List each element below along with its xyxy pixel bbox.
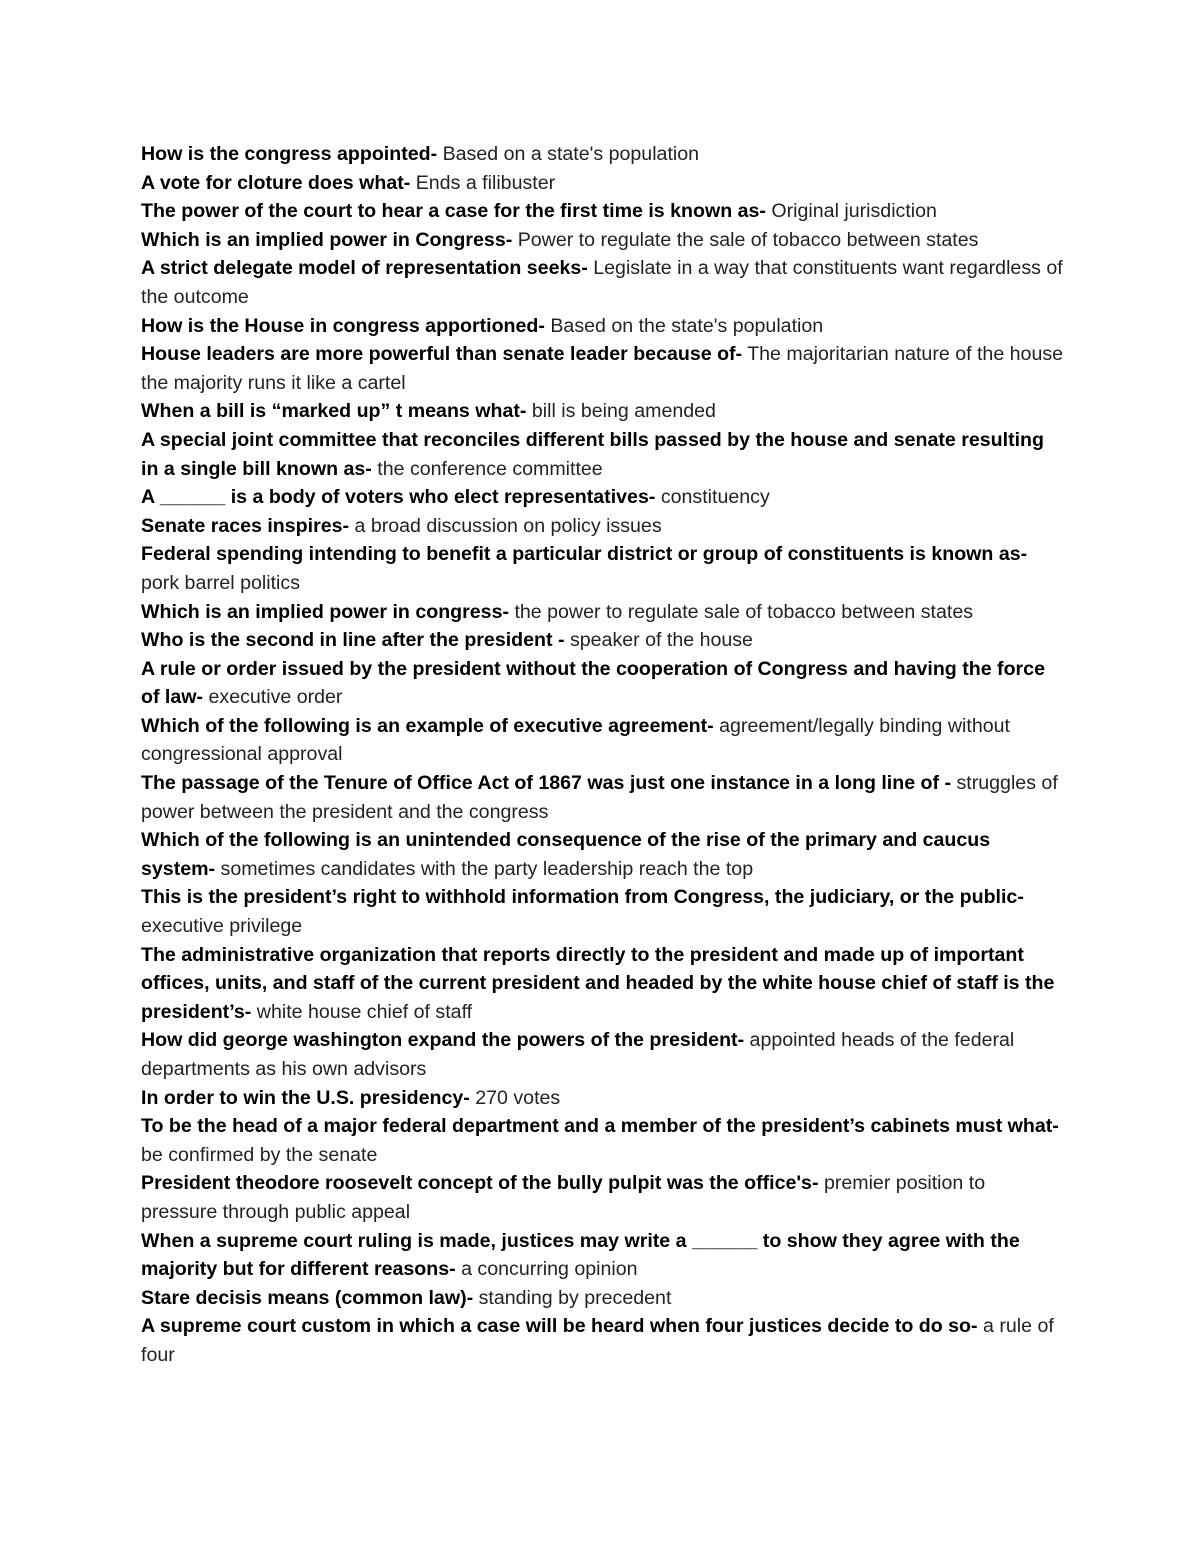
qa-item-15: [141, 655, 1066, 712]
question-text: To be the head of a major federal department and a member of the president’s cabinets must what-: [141, 1115, 1059, 1138]
answer-text: sometimes candidates with the party leadership reach the top: [220, 857, 754, 880]
qa-item-1: [141, 140, 1066, 169]
question-text: Who is the second in line after the president -: [141, 629, 565, 652]
qa-item-20: [141, 941, 1066, 1027]
question-text: In order to win the U.S. presidency-: [141, 1086, 470, 1109]
question-text: A ______ is a body of voters who elect representatives-: [141, 486, 656, 509]
question-text: Senate races inspires-: [141, 514, 350, 537]
qa-item-3: [141, 197, 1066, 226]
question-text: How is the House in congress apportioned-: [141, 314, 545, 337]
question-text: A special joint committee that reconciles different bills passed by the house and senate resulting in a single bill known as-: [141, 428, 1044, 480]
qa-item-26: [141, 1284, 1066, 1313]
qa-item-13: [141, 598, 1066, 627]
question-text: A strict delegate model of representation seeks-: [141, 257, 588, 280]
answer-text: Ends a filibuster: [415, 171, 556, 194]
question-text: House leaders are more powerful than senate leader because of-: [141, 343, 743, 366]
answer-text: struggles of power between the president and the congress: [141, 772, 1058, 823]
answer-text: agreement/legally binding without congressional approval: [141, 714, 1010, 766]
answer-text: appointed heads of the federal departments as his own advisors: [141, 1029, 1015, 1080]
qa-item-2: [141, 169, 1066, 198]
qa-item-21: [141, 1026, 1066, 1083]
answer-text: the conference committee: [377, 457, 603, 480]
answer-text: 270 votes: [475, 1086, 561, 1109]
question-text: Stare decisis means (common law)-: [141, 1286, 474, 1309]
answer-text: speaker of the house: [569, 629, 753, 652]
qa-item-14: [141, 626, 1066, 655]
question-text: The passage of the Tenure of Office Act of 1867 was just one instance in a long line of -: [141, 772, 952, 795]
qa-item-6: [141, 312, 1066, 341]
qa-item-9: [141, 426, 1066, 483]
qa-item-12: [141, 540, 1066, 597]
qa-item-24: [141, 1169, 1066, 1226]
answer-text: Power to regulate the sale of tobacco between states: [517, 228, 979, 251]
answer-text: a broad discussion on policy issues: [354, 514, 662, 537]
qa-item-17: [141, 769, 1066, 826]
answer-text: a rule of four: [141, 1315, 1054, 1366]
qa-item-18: [141, 826, 1066, 883]
answer-text: white house chief of staff: [256, 1000, 473, 1023]
qa-item-7: [141, 340, 1066, 397]
question-text: Which is an implied power in congress-: [141, 600, 509, 623]
answer-text: executive order: [208, 686, 343, 709]
qa-item-16: [141, 712, 1066, 769]
qa-item-11: [141, 512, 1066, 541]
qa-item-4: [141, 226, 1066, 255]
answer-text: executive privilege: [141, 915, 303, 938]
question-text: A supreme court custom in which a case will be heard when four justices decide to do so-: [141, 1315, 978, 1338]
qa-item-25: [141, 1227, 1066, 1284]
answer-text: Original jurisdiction: [771, 200, 937, 223]
qa-item-19: [141, 883, 1066, 940]
question-text: Which of the following is an unintended consequence of the rise of the primary and caucus system-: [141, 829, 991, 880]
qa-item-22: [141, 1084, 1066, 1113]
answer-text: premier position to pressure through public appeal: [141, 1172, 986, 1223]
qa-item-5: [141, 254, 1066, 311]
qa-item-27: [141, 1312, 1066, 1369]
qa-item-23: [141, 1112, 1066, 1169]
answer-text: Legislate in a way that constituents want regardless of the outcome: [141, 257, 1063, 308]
question-text: How is the congress appointed-: [141, 143, 438, 165]
question-text: Which of the following is an example of executive agreement-: [141, 714, 714, 737]
question-text: Federal spending intending to benefit a particular district or group of constituents is known as-: [141, 543, 1028, 566]
answer-text: a concurring opinion: [461, 1258, 638, 1281]
question-text: A rule or order issued by the president without the cooperation of Congress and having the force of law-: [141, 657, 1045, 709]
answer-text: Based on the state's population: [550, 314, 824, 337]
question-text: How did george washington expand the powers of the president-: [141, 1029, 745, 1052]
qa-item-8: [141, 397, 1066, 426]
document-page: [141, 140, 1066, 1370]
answer-text: the power to regulate sale of tobacco between states: [514, 600, 974, 623]
qa-item-10: [141, 483, 1066, 512]
answer-text: standing by precedent: [478, 1286, 672, 1309]
question-text: This is the president’s right to withhold information from Congress, the judiciary, or the public-: [141, 886, 1024, 909]
answer-text: constituency: [660, 486, 770, 509]
question-text: When a bill is “marked up” t means what-: [141, 400, 527, 423]
question-text: When a supreme court ruling is made, justices may write a ______ to show they agree with the majority but for different reasons-: [141, 1229, 1020, 1281]
question-text: A vote for cloture does what-: [141, 171, 411, 194]
answer-text: bill is being amended: [531, 400, 716, 423]
question-text: President theodore roosevelt concept of the bully pulpit was the office's-: [141, 1172, 819, 1195]
answer-text: pork barrel politics: [141, 571, 300, 594]
answer-text: The majoritarian nature of the house the majority runs it like a cartel: [141, 343, 1064, 394]
answer-text: be confirmed by the senate: [141, 1143, 378, 1166]
question-text: The administrative organization that reports directly to the president and made up of important offices, units, and staff of the current president and headed by the white house chief of staff is the president’s-: [141, 943, 1055, 1023]
question-text: The power of the court to hear a case for the first time is known as-: [141, 200, 766, 223]
answer-text: Based on a state's population: [442, 143, 700, 165]
question-text: Which is an implied power in Congress-: [141, 228, 513, 251]
